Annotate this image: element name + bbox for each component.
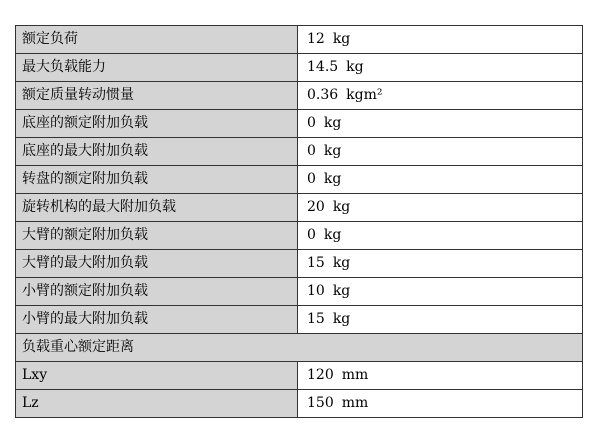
row-label: 额定负荷 xyxy=(16,26,298,54)
row-unit: kg xyxy=(332,31,351,47)
row-value: 12 xyxy=(307,31,325,47)
table-row xyxy=(16,54,583,82)
row-unit: kg xyxy=(332,311,351,327)
section-title: 负载重心额定距离 xyxy=(16,334,583,362)
table-row xyxy=(16,110,583,138)
row-value: 120 xyxy=(307,367,334,383)
row-label: 小臂的额定附加负载 xyxy=(16,278,298,306)
row-value-cell xyxy=(298,26,583,54)
row-value: 0 xyxy=(307,143,316,159)
row-unit: kg xyxy=(332,255,351,271)
row-value-cell xyxy=(298,390,583,418)
row-value: 14.5 xyxy=(307,59,339,75)
row-value-cell xyxy=(298,222,583,250)
row-label: Lxy xyxy=(16,362,298,390)
row-unit: kg xyxy=(346,59,364,75)
table-row xyxy=(16,362,583,390)
row-value-cell xyxy=(298,362,583,390)
row-label: 底座的最大附加负载 xyxy=(16,138,298,166)
row-label: 小臂的最大附加负载 xyxy=(16,306,298,334)
row-label: Lz xyxy=(16,390,298,418)
row-value: 150 xyxy=(307,395,334,411)
row-label: 额定质量转动惯量 xyxy=(16,82,298,110)
row-value: 10 xyxy=(307,283,325,299)
row-value: 0 xyxy=(307,227,316,243)
row-unit: kgm² xyxy=(346,87,383,103)
row-value-cell xyxy=(298,138,583,166)
table-row xyxy=(16,222,583,250)
table-row xyxy=(16,306,583,334)
row-label: 大臂的最大附加负载 xyxy=(16,250,298,278)
table-row xyxy=(16,390,583,418)
row-value: 0 xyxy=(307,171,316,187)
table-row xyxy=(16,166,583,194)
row-value-cell xyxy=(298,54,583,82)
table-row xyxy=(16,26,583,54)
row-unit: kg xyxy=(323,143,342,159)
row-label: 最大负载能力 xyxy=(16,54,298,82)
row-unit: kg xyxy=(332,199,351,215)
row-value: 15 xyxy=(307,311,325,327)
row-value: 20 xyxy=(307,199,325,215)
row-label: 旋转机构的最大附加负载 xyxy=(16,194,298,222)
table-row xyxy=(16,82,583,110)
row-unit: kg xyxy=(332,283,351,299)
row-label: 大臂的额定附加负载 xyxy=(16,222,298,250)
row-unit: mm xyxy=(341,367,369,383)
row-value-cell xyxy=(298,110,583,138)
row-value: 15 xyxy=(307,255,325,271)
row-value-cell xyxy=(298,306,583,334)
row-unit: kg xyxy=(323,171,342,187)
row-value: 0.36 xyxy=(307,87,339,103)
row-value-cell xyxy=(298,166,583,194)
row-value-cell xyxy=(298,250,583,278)
row-value-cell xyxy=(298,278,583,306)
table-row xyxy=(16,138,583,166)
section-header-row xyxy=(16,334,583,362)
row-label: 底座的额定附加负载 xyxy=(16,110,298,138)
row-unit: kg xyxy=(323,227,342,243)
table-row xyxy=(16,194,583,222)
row-unit: mm xyxy=(341,395,369,411)
table-row xyxy=(16,278,583,306)
spec-table xyxy=(15,25,583,418)
table-row xyxy=(16,250,583,278)
row-value-cell xyxy=(298,194,583,222)
row-value: 0 xyxy=(307,115,316,131)
row-unit: kg xyxy=(323,115,342,131)
row-label: 转盘的额定附加负载 xyxy=(16,166,298,194)
row-value-cell xyxy=(298,82,583,110)
